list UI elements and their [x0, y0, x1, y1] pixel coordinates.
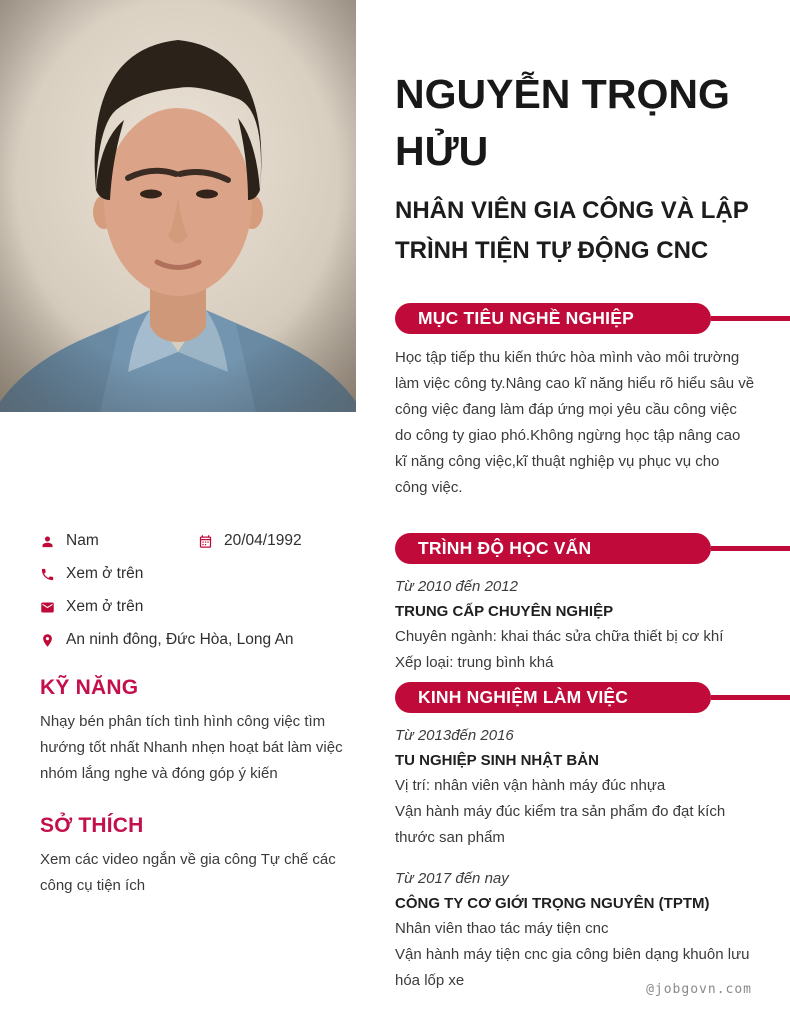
- skills-heading: KỸ NĂNG: [40, 676, 139, 699]
- section-header-education: [395, 533, 790, 564]
- candidate-name: NGUYỄN TRỌNG HỬU: [395, 71, 730, 174]
- experience-detail: Nhân viên thao tác máy tiện cnc: [395, 920, 609, 937]
- experience-title: TU NGHIỆP SINH NHẬT BẢN: [395, 752, 599, 769]
- address-field: [40, 631, 294, 649]
- education-entry: [395, 575, 790, 676]
- portrait-illustration: [0, 0, 356, 412]
- left-sidebar: [40, 532, 354, 899]
- contact-row-phone: [40, 565, 354, 583]
- hobbies-text: Xem các video ngắn về gia công Tự chế các công cụ tiện ích: [40, 851, 336, 894]
- experience-entry: [395, 867, 790, 994]
- gender-value: Nam: [66, 532, 99, 549]
- experience-time: Từ 2013đến 2016: [395, 727, 514, 744]
- experience-detail: Vị trí: nhân viên vận hành máy đúc nhựa: [395, 777, 666, 794]
- education-detail: Chuyên ngành: khai thác sửa chữa thiết bị cơ khí: [395, 628, 724, 645]
- person-icon: [40, 534, 55, 549]
- hobbies-heading: SỞ THÍCH: [40, 814, 144, 837]
- education-title: TRUNG CẤP CHUYÊN NGHIỆP: [395, 603, 614, 620]
- address-value: An ninh đông, Đức Hòa, Long An: [66, 631, 294, 648]
- experience-detail: Vận hành máy tiện cnc gia công biên dạng khuôn lưu hóa lốp xe: [395, 946, 750, 989]
- section-divider-line: [711, 546, 790, 551]
- skills-text: Nhạy bén phân tích tình hình công việc tìm hướng tốt nhất Nhanh nhẹn hoạt bát làm việc nhóm lắng nghe và đóng góp ý kiến: [40, 713, 343, 782]
- education-time: Từ 2010 đến 2012: [395, 578, 518, 595]
- contact-row-address: [40, 631, 354, 649]
- section-header-objective: [395, 303, 790, 334]
- calendar-icon: [198, 534, 213, 549]
- gender-field: [40, 532, 198, 550]
- education-detail: Xếp loại: trung bình khá: [395, 654, 554, 671]
- section-divider-line: [711, 316, 790, 321]
- experience-entry: [395, 724, 790, 851]
- experience-detail: Vận hành máy đúc kiểm tra sản phẩm đo đạt kích thước san phẩm: [395, 803, 726, 846]
- phone-icon: [40, 567, 55, 582]
- objective-text: Học tập tiếp thu kiến thức hòa mình vào môi trường làm việc công ty.Nâng cao kĩ năng hiểu rõ hiểu sâu về công việc đang làm đáp ứng mọi yêu cầu công việc do công ty giao phó.Không ngừng học tập nâng cao kĩ năng công việc,kĩ thuật nghiệp vụ phục vụ cho công việc.: [395, 349, 755, 496]
- contact-row-email: [40, 598, 354, 616]
- section-divider-line: [711, 695, 790, 700]
- dob-value: 20/04/1992: [224, 532, 302, 549]
- phone-value: Xem ở trên: [66, 565, 144, 582]
- experience-title: CÔNG TY CƠ GIỚI TRỌNG NGUYÊN (TPTM): [395, 895, 710, 912]
- education-pill: TRÌNH ĐỘ HỌC VẤN: [395, 533, 711, 564]
- experience-pill: KINH NGHIỆM LÀM VIỆC: [395, 682, 711, 713]
- email-field: [40, 598, 143, 616]
- watermark: @jobgovn.com: [646, 982, 752, 997]
- location-icon: [40, 633, 55, 648]
- email-value: Xem ở trên: [66, 598, 144, 615]
- dob-field: [198, 532, 302, 550]
- profile-photo: [0, 0, 356, 412]
- experience-time: Từ 2017 đến nay: [395, 870, 509, 887]
- mail-icon: [40, 600, 55, 615]
- candidate-job-title: NHÂN VIÊN GIA CÔNG VÀ LẬP TRÌNH TIỆN TỰ ĐỘNG CNC: [395, 197, 749, 264]
- phone-field: [40, 565, 143, 583]
- section-header-experience: [395, 682, 790, 713]
- contact-row-gender-dob: [40, 532, 354, 550]
- objective-pill: MỤC TIÊU NGHỀ NGHIỆP: [395, 303, 711, 334]
- main-column: [395, 0, 790, 994]
